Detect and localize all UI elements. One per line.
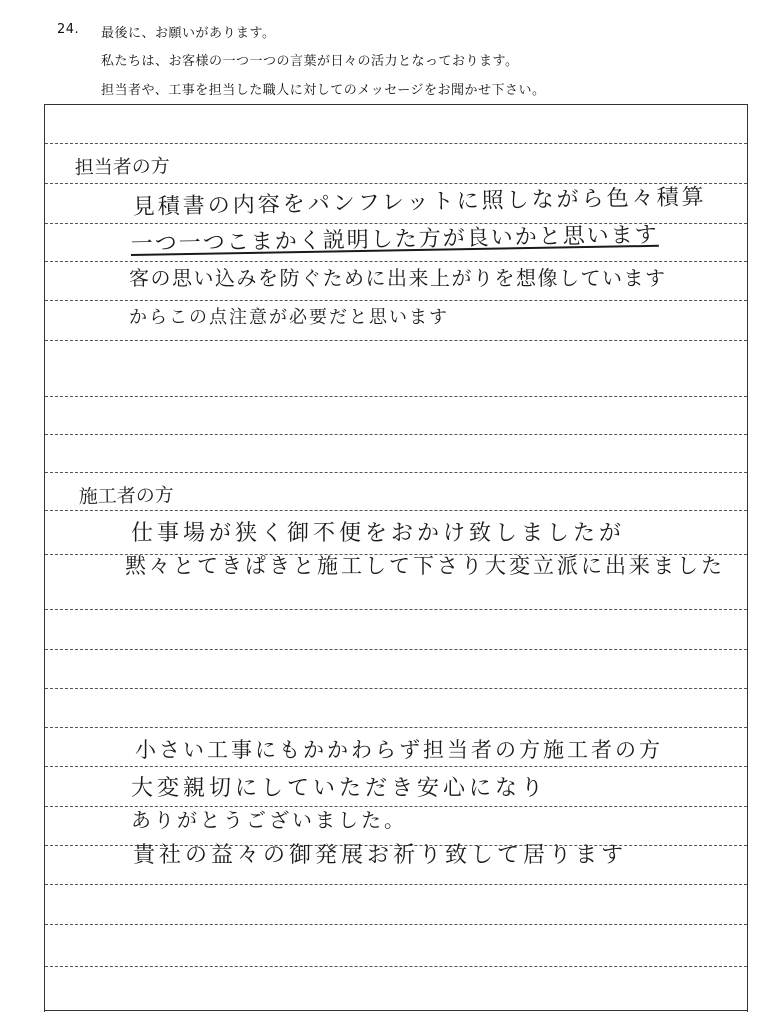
- ruled-line: [45, 609, 747, 610]
- question-text-line-3: 担当者や、工事を担当した職人に対してのメッセージをお聞かせ下さい。: [101, 83, 546, 98]
- ruled-line: [45, 966, 747, 967]
- ruled-line: [45, 300, 747, 301]
- section-label-staff: 担当者の方: [74, 155, 170, 180]
- question-header: [0, 0, 768, 104]
- ruled-line: [45, 924, 747, 925]
- answer-sheet: [44, 104, 748, 1012]
- handwritten-line: 大変親切にしていただき安心になり: [131, 776, 548, 801]
- ruled-line: [45, 688, 747, 689]
- question-title: 最後に、お願いがあります。: [101, 26, 276, 41]
- ruled-line: [45, 340, 747, 341]
- handwritten-line: 客の思い込みを防ぐために出来上がりを想像しています: [129, 266, 667, 290]
- question-text-line-2: 私たちは、お客様の一つ一つの言葉が日々の活力となっております。: [101, 54, 519, 69]
- ruled-line: [45, 884, 747, 885]
- handwritten-line: 黙々とてきぱきと施工して下さり大変立派に出来ました: [125, 554, 725, 578]
- handwritten-line: からこの点注意が必要だと思います: [129, 307, 449, 328]
- ruled-line: [45, 434, 747, 435]
- handwritten-line: 小さい工事にもかかわらず担当者の方施工者の方: [135, 738, 663, 762]
- ruled-line: [45, 104, 747, 105]
- handwritten-line: 一つ一つこまかく説明した方が良いかと思います: [130, 222, 659, 258]
- question-number: 24.: [57, 22, 80, 37]
- ruled-line: [45, 649, 747, 650]
- handwritten-line: 見積書の内容をパンフレットに照しながら色々積算: [132, 184, 707, 221]
- handwritten-line: ありがとうございました。: [131, 808, 407, 832]
- ruled-line: [45, 1010, 747, 1011]
- ruled-line: [45, 510, 747, 511]
- section-label-workers: 施工者の方: [78, 484, 174, 509]
- ruled-line: [45, 143, 747, 144]
- ruled-line: [45, 766, 747, 767]
- ruled-line: [45, 472, 747, 473]
- ruled-line: [45, 396, 747, 397]
- handwritten-line: 仕事場が狭く御不便をおかけ致しましたが: [131, 521, 626, 546]
- ruled-line: [45, 727, 747, 728]
- handwritten-line: 貴社の益々の御発展お祈り致して居ります: [133, 843, 628, 868]
